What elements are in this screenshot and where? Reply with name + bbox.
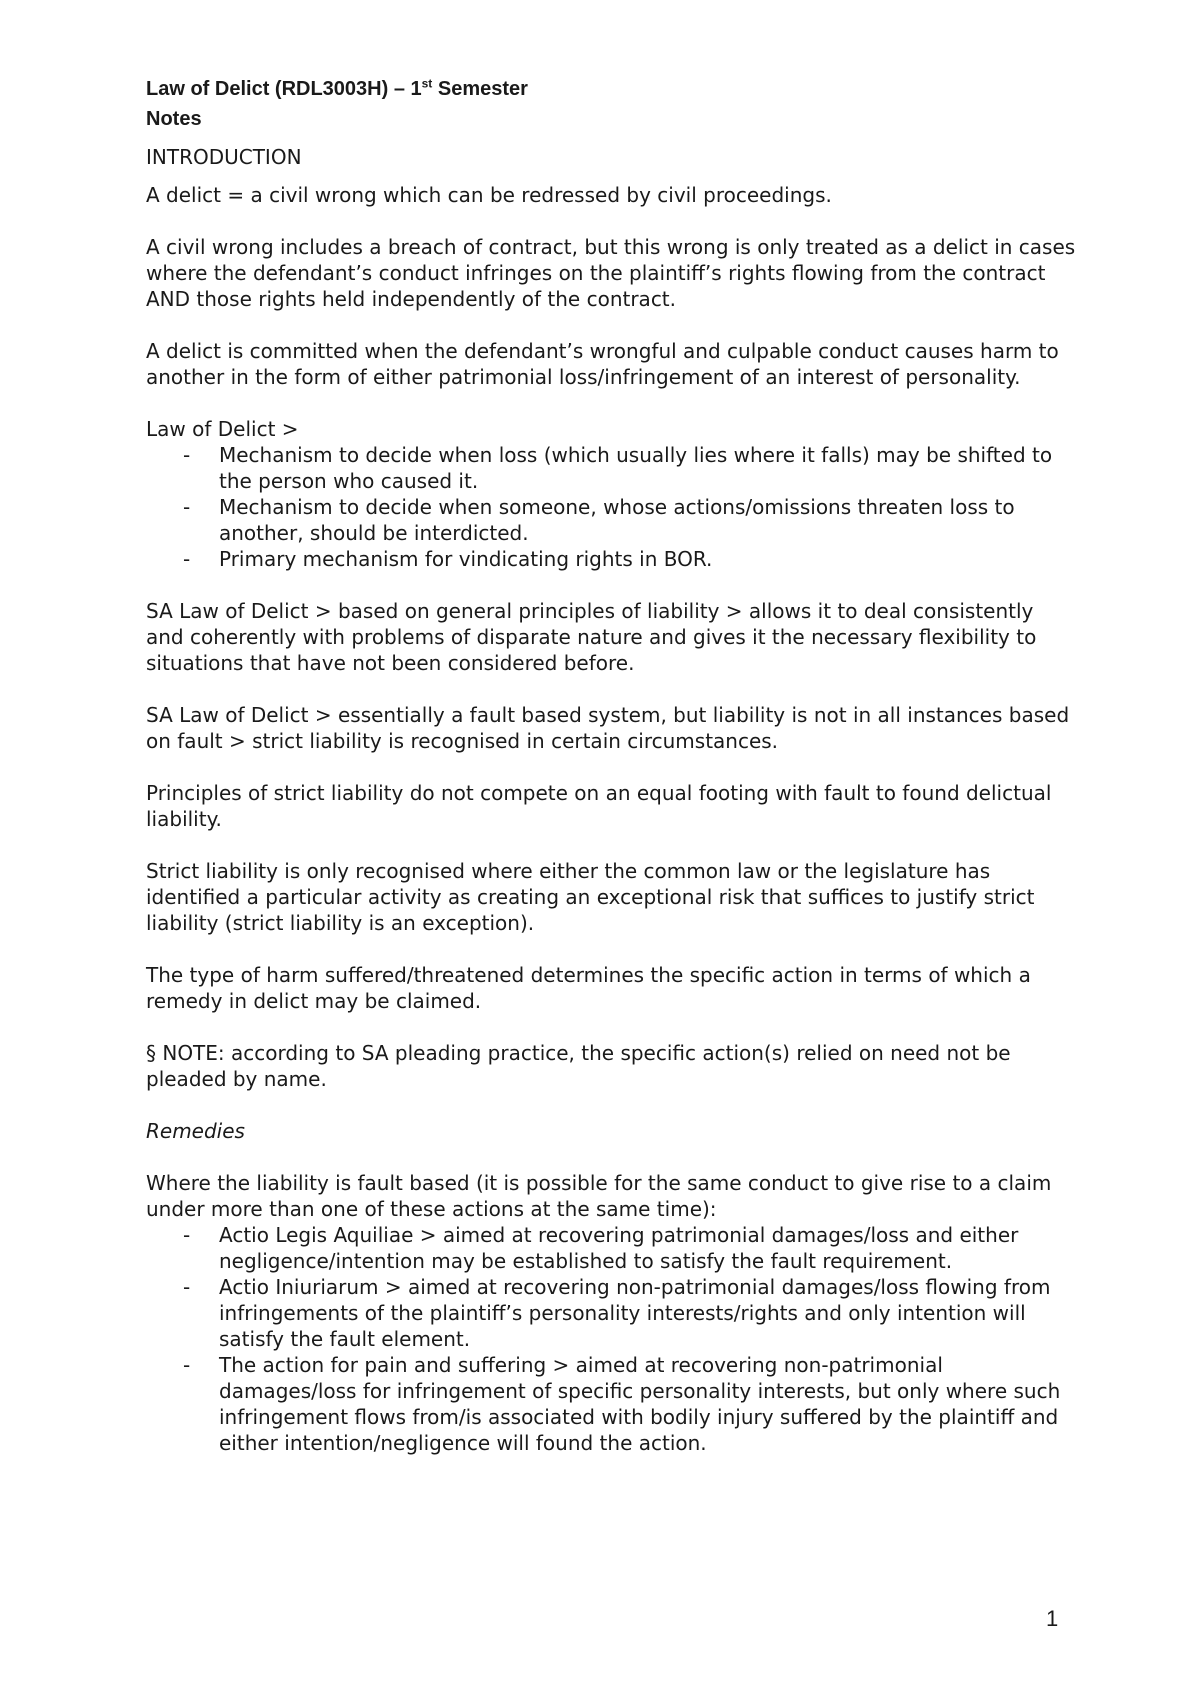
document-body bbox=[146, 74, 1076, 1482]
law-of-delict-list bbox=[146, 442, 1076, 572]
title-superscript: st bbox=[421, 76, 433, 91]
paragraph-delict-committed: A delict is committed when the defendant’s wrongful and culpable conduct causes harm to another in the form of either patrimonial loss/infringement of an interest of personality. bbox=[146, 339, 1059, 389]
remedies-list bbox=[146, 1222, 1076, 1456]
paragraph-general-principles: SA Law of Delict > based on general principles of liability > allows it to deal consistently and coherently with problems of disparate nature and gives it the necessary flexibility to situations that have not been considered before. bbox=[146, 599, 1037, 675]
paragraph-pleading-note: § NOTE: according to SA pleading practice, the specific action(s) relied on need not be pleaded by name. bbox=[146, 1041, 1011, 1091]
list-item: - Actio Iniuriarum > aimed at recovering non-patrimonial damages/loss flowing from infringements of the plaintiff’s personality interests/rights and only intention will satisfy the fault element. bbox=[219, 1274, 1076, 1352]
list-item: - Mechanism to decide when loss (which usually lies where it falls) may be shifted to the person who caused it. bbox=[219, 442, 1076, 494]
list-item: - The action for pain and suffering > aimed at recovering non-patrimonial damages/loss for infringement of specific personality interests, but only where such infringement flows from/is associated with bodily injury suffered by the plaintiff and either intention/negligence will found the action. bbox=[219, 1352, 1076, 1456]
remedies-intro: Where the liability is fault based (it is possible for the same conduct to give rise to a claim under more than one of these actions at the same time): bbox=[146, 1171, 1052, 1221]
paragraph-strict-liability-recognised: Strict liability is only recognised where either the common law or the legislature has identified a particular activity as creating an exceptional risk that suffices to justify strict liability (strict liability is an exception). bbox=[146, 859, 1035, 935]
paragraph-fault-based-system: SA Law of Delict > essentially a fault based system, but liability is not in all instances based on fault > strict liability is recognised in certain circumstances. bbox=[146, 703, 1070, 753]
document-subtitle: Notes bbox=[146, 108, 202, 130]
title-text: Law of Delict (RDL3003H) – 1 bbox=[146, 78, 422, 100]
list-item: - Actio Legis Aquiliae > aimed at recovering patrimonial damages/loss and either negligence/intention may be established to satisfy the fault requirement. bbox=[219, 1222, 1076, 1274]
page-number: 1 bbox=[1046, 1606, 1059, 1631]
paragraph-delict-definition: A delict = a civil wrong which can be redressed by civil proceedings. bbox=[146, 183, 832, 207]
paragraph-civil-wrong: A civil wrong includes a breach of contract, but this wrong is only treated as a delict in cases where the defendant’s conduct infringes on the plaintiff’s rights flowing from the contract AND those rights held independently of the contract. bbox=[146, 235, 1076, 311]
law-of-delict-intro: Law of Delict > bbox=[146, 417, 299, 441]
list-item: - Primary mechanism for vindicating rights in BOR. bbox=[219, 546, 1076, 572]
paragraph-strict-liability-principles: Principles of strict liability do not compete on an equal footing with fault to found delictual liability. bbox=[146, 781, 1052, 831]
title-text-end: Semester bbox=[432, 78, 528, 100]
document-title bbox=[146, 74, 1076, 104]
remedies-heading: Remedies bbox=[146, 1119, 245, 1143]
paragraph-type-of-harm: The type of harm suffered/threatened determines the specific action in terms of which a remedy in delict may be claimed. bbox=[146, 963, 1031, 1013]
list-item: - Mechanism to decide when someone, whose actions/omissions threaten loss to another, should be interdicted. bbox=[219, 494, 1076, 546]
section-heading-introduction: INTRODUCTION bbox=[146, 145, 302, 169]
